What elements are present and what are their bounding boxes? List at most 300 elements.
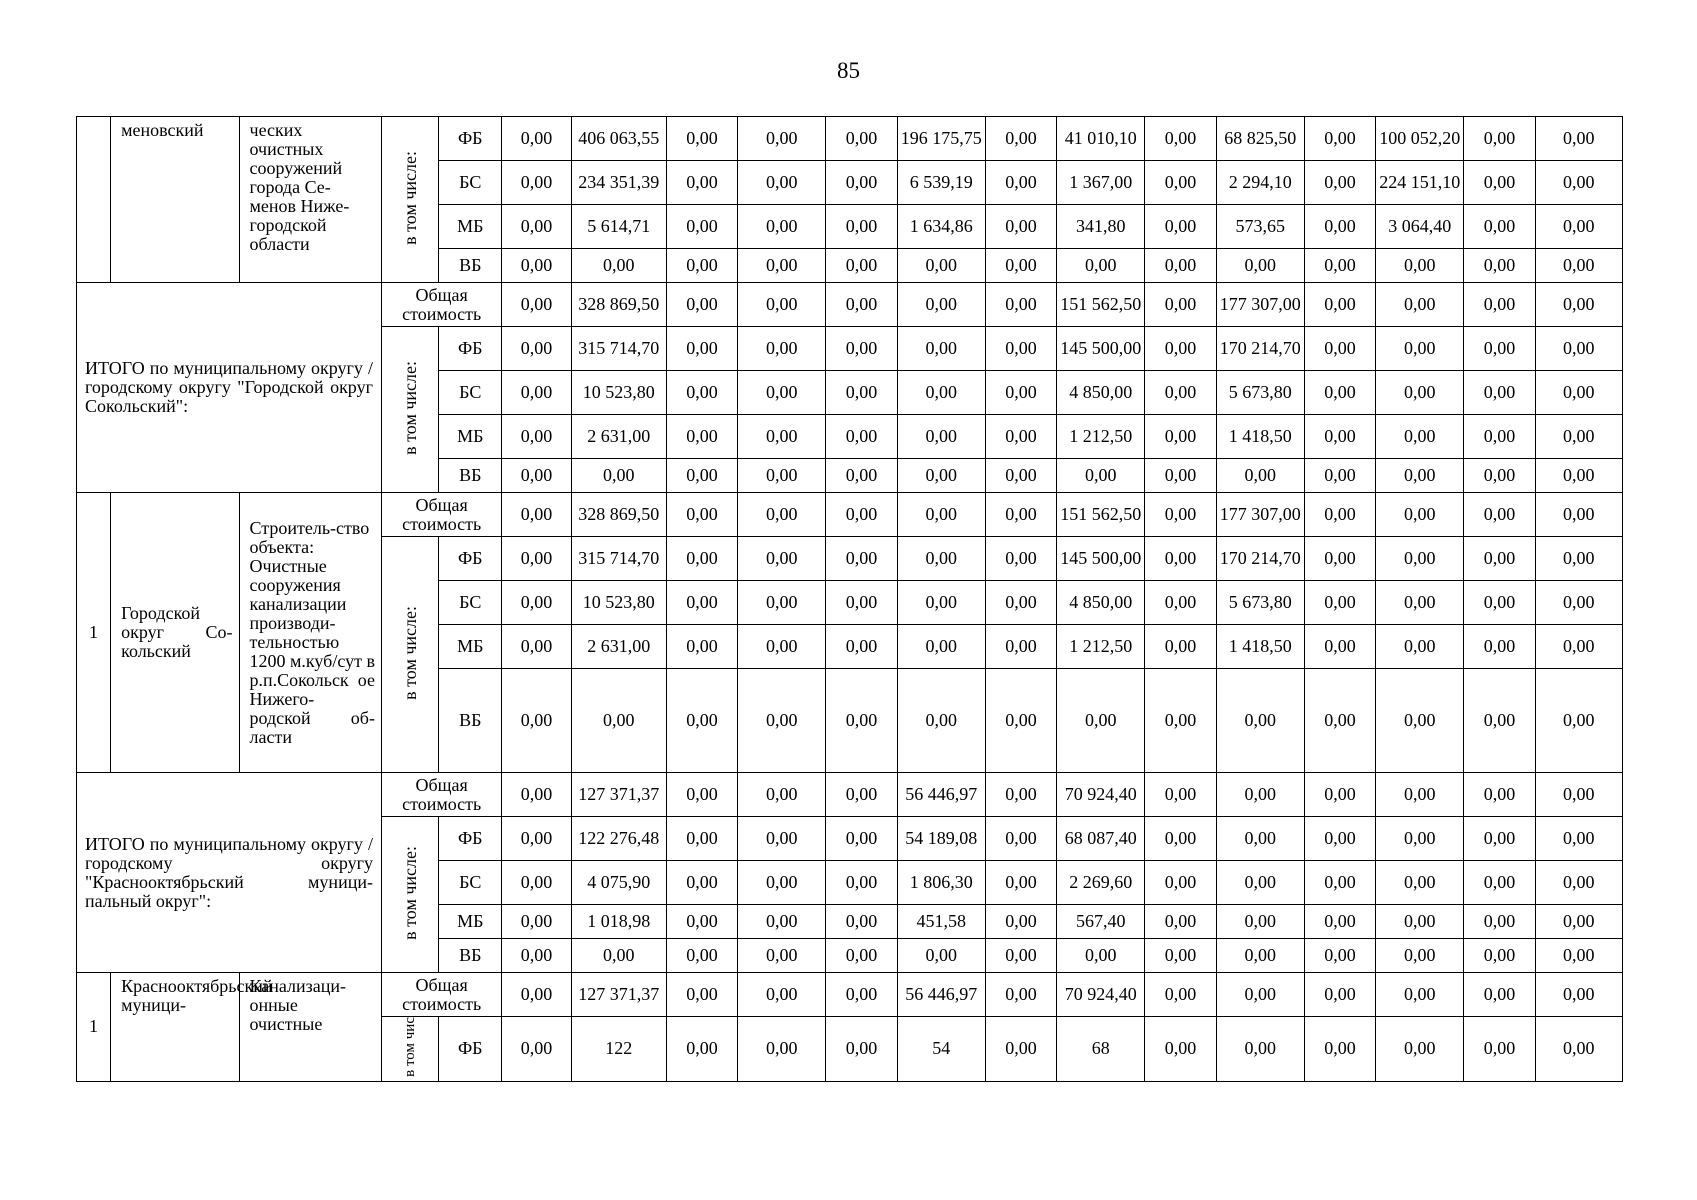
value-cell: 1 212,50: [1057, 415, 1145, 459]
value-cell: 0,00: [1216, 905, 1304, 939]
value-cell: 0,00: [502, 1017, 571, 1082]
value-cell: 127 371,37: [571, 773, 666, 817]
value-cell: 0,00: [1535, 939, 1622, 973]
fund-label: БС: [439, 581, 502, 625]
value-cell: 0,00: [1464, 773, 1535, 817]
fund-label: ФБ: [439, 537, 502, 581]
value-cell: 127 371,37: [571, 973, 666, 1017]
value-cell: 0,00: [666, 537, 737, 581]
value-cell: 0,00: [738, 773, 826, 817]
num-cell: [77, 117, 111, 283]
value-cell: 0,00: [1464, 581, 1535, 625]
value-cell: 0,00: [1304, 905, 1375, 939]
value-cell: 0,00: [897, 415, 985, 459]
value-cell: 0,00: [1464, 161, 1535, 205]
value-cell: 0,00: [1145, 625, 1216, 669]
value-cell: 0,00: [1464, 817, 1535, 861]
value-cell: 0,00: [1535, 493, 1622, 537]
value-cell: 2 631,00: [571, 415, 666, 459]
value-cell: 0,00: [1216, 939, 1304, 973]
value-cell: 0,00: [738, 327, 826, 371]
value-cell: 0,00: [1464, 459, 1535, 493]
value-cell: 0,00: [1304, 1017, 1375, 1082]
value-cell: 0,00: [1535, 459, 1622, 493]
value-cell: 0,00: [1376, 817, 1464, 861]
value-cell: 0,00: [666, 773, 737, 817]
value-cell: 0,00: [738, 205, 826, 249]
value-cell: 0,00: [666, 817, 737, 861]
value-cell: 0,00: [1304, 581, 1375, 625]
value-cell: 0,00: [666, 669, 737, 773]
value-cell: 0,00: [897, 371, 985, 415]
value-cell: 0,00: [571, 459, 666, 493]
value-cell: 0,00: [1376, 493, 1464, 537]
value-cell: 0,00: [1145, 581, 1216, 625]
value-cell: 0,00: [826, 249, 897, 283]
value-cell: 0,00: [1376, 249, 1464, 283]
value-cell: 0,00: [738, 117, 826, 161]
value-cell: 0,00: [1145, 459, 1216, 493]
value-cell: 0,00: [738, 283, 826, 327]
value-cell: 0,00: [985, 371, 1056, 415]
value-cell: 0,00: [502, 161, 571, 205]
value-cell: 0,00: [1216, 459, 1304, 493]
value-cell: 0,00: [571, 669, 666, 773]
value-cell: 0,00: [1464, 327, 1535, 371]
value-cell: 0,00: [1464, 371, 1535, 415]
value-cell: 0,00: [985, 283, 1056, 327]
table-row: [77, 773, 1623, 817]
value-cell: 0,00: [738, 537, 826, 581]
value-cell: 0,00: [826, 1017, 897, 1082]
value-cell: 0,00: [1535, 327, 1622, 371]
value-cell: 4 850,00: [1057, 581, 1145, 625]
value-cell: 0,00: [985, 773, 1056, 817]
value-cell: 0,00: [666, 905, 737, 939]
value-cell: 0,00: [985, 493, 1056, 537]
value-cell: 0,00: [502, 371, 571, 415]
value-cell: 0,00: [826, 371, 897, 415]
value-cell: 0,00: [738, 817, 826, 861]
value-cell: 0,00: [738, 1017, 826, 1082]
value-cell: 328 869,50: [571, 493, 666, 537]
value-cell: 54 189,08: [897, 817, 985, 861]
value-cell: 0,00: [502, 415, 571, 459]
v-tom-chisle-label: в том числе:: [381, 537, 438, 773]
value-cell: 0,00: [1145, 905, 1216, 939]
value-cell: 0,00: [666, 205, 737, 249]
value-cell: 0,00: [738, 581, 826, 625]
value-cell: 0,00: [1304, 283, 1375, 327]
value-cell: 315 714,70: [571, 327, 666, 371]
value-cell: 2 294,10: [1216, 161, 1304, 205]
value-cell: 0,00: [985, 327, 1056, 371]
total-cost-label: Общая стоимость: [381, 973, 501, 1017]
fund-label: ВБ: [439, 939, 502, 973]
value-cell: 0,00: [1535, 249, 1622, 283]
value-cell: 0,00: [826, 581, 897, 625]
value-cell: 0,00: [502, 581, 571, 625]
value-cell: 0,00: [985, 905, 1056, 939]
fund-label: ФБ: [439, 327, 502, 371]
value-cell: 145 500,00: [1057, 327, 1145, 371]
value-cell: 224 151,10: [1376, 161, 1464, 205]
value-cell: 0,00: [985, 817, 1056, 861]
value-cell: 0,00: [571, 249, 666, 283]
value-cell: 0,00: [985, 1017, 1056, 1082]
value-cell: 0,00: [826, 415, 897, 459]
value-cell: 170 214,70: [1216, 327, 1304, 371]
value-cell: 0,00: [826, 537, 897, 581]
value-cell: 177 307,00: [1216, 493, 1304, 537]
value-cell: 0,00: [666, 117, 737, 161]
value-cell: 0,00: [985, 973, 1056, 1017]
value-cell: 0,00: [826, 773, 897, 817]
value-cell: 0,00: [1145, 669, 1216, 773]
value-cell: 0,00: [1464, 861, 1535, 905]
total-cost-label: Общая стоимость: [381, 493, 501, 537]
value-cell: 0,00: [666, 283, 737, 327]
value-cell: 0,00: [1304, 371, 1375, 415]
municipality-cell: Краснооктябрьский муници-: [111, 973, 239, 1082]
value-cell: 5 614,71: [571, 205, 666, 249]
fund-label: ВБ: [439, 669, 502, 773]
value-cell: 0,00: [1145, 817, 1216, 861]
value-cell: 0,00: [1464, 537, 1535, 581]
value-cell: 0,00: [1216, 773, 1304, 817]
value-cell: 0,00: [502, 537, 571, 581]
value-cell: 0,00: [1464, 283, 1535, 327]
value-cell: 0,00: [1376, 905, 1464, 939]
municipality-cell: меновский: [111, 117, 239, 283]
value-cell: 0,00: [1535, 415, 1622, 459]
value-cell: 0,00: [1145, 537, 1216, 581]
value-cell: 0,00: [826, 625, 897, 669]
table-row: [77, 117, 1623, 161]
value-cell: 0,00: [1535, 861, 1622, 905]
value-cell: 1 634,86: [897, 205, 985, 249]
value-cell: 2 631,00: [571, 625, 666, 669]
value-cell: 0,00: [738, 669, 826, 773]
value-cell: 0,00: [1376, 625, 1464, 669]
value-cell: 170 214,70: [1216, 537, 1304, 581]
value-cell: 0,00: [1304, 249, 1375, 283]
value-cell: 0,00: [1304, 117, 1375, 161]
value-cell: 0,00: [1304, 669, 1375, 773]
value-cell: 0,00: [1376, 537, 1464, 581]
value-cell: 573,65: [1216, 205, 1304, 249]
value-cell: 0,00: [738, 625, 826, 669]
value-cell: 0,00: [1376, 581, 1464, 625]
value-cell: 0,00: [985, 537, 1056, 581]
value-cell: 0,00: [897, 327, 985, 371]
value-cell: 406 063,55: [571, 117, 666, 161]
value-cell: 0,00: [1464, 669, 1535, 773]
value-cell: 0,00: [826, 669, 897, 773]
value-cell: 0,00: [1464, 117, 1535, 161]
value-cell: 0,00: [1304, 773, 1375, 817]
table-row: [77, 973, 1623, 1017]
fund-label: ВБ: [439, 249, 502, 283]
value-cell: 0,00: [1535, 371, 1622, 415]
value-cell: 122: [571, 1017, 666, 1082]
value-cell: 0,00: [1216, 817, 1304, 861]
value-cell: 0,00: [1376, 861, 1464, 905]
value-cell: 0,00: [1304, 939, 1375, 973]
value-cell: 0,00: [897, 283, 985, 327]
value-cell: 0,00: [897, 537, 985, 581]
value-cell: 0,00: [1304, 817, 1375, 861]
value-cell: 0,00: [666, 459, 737, 493]
total-cost-label: Общая стоимость: [381, 773, 501, 817]
value-cell: 0,00: [1376, 1017, 1464, 1082]
value-cell: 70 924,40: [1057, 773, 1145, 817]
value-cell: 0,00: [1376, 371, 1464, 415]
value-cell: 0,00: [1057, 459, 1145, 493]
value-cell: 0,00: [1145, 283, 1216, 327]
value-cell: 4 075,90: [571, 861, 666, 905]
value-cell: 0,00: [1145, 161, 1216, 205]
value-cell: 0,00: [502, 459, 571, 493]
fund-label: ФБ: [439, 817, 502, 861]
total-title-cell: ИТОГО по муниципальному округу / городскому округу "Краснооктябрьский муници-пальный округ":: [77, 773, 382, 973]
value-cell: 0,00: [666, 973, 737, 1017]
value-cell: 0,00: [1535, 669, 1622, 773]
value-cell: 100 052,20: [1376, 117, 1464, 161]
value-cell: 0,00: [666, 1017, 737, 1082]
value-cell: 0,00: [985, 625, 1056, 669]
fund-label: ФБ: [439, 117, 502, 161]
value-cell: 0,00: [502, 493, 571, 537]
fund-label: БС: [439, 161, 502, 205]
value-cell: 0,00: [985, 861, 1056, 905]
value-cell: 0,00: [1216, 973, 1304, 1017]
value-cell: 0,00: [985, 415, 1056, 459]
value-cell: 10 523,80: [571, 371, 666, 415]
value-cell: 68 087,40: [1057, 817, 1145, 861]
value-cell: 70 924,40: [1057, 973, 1145, 1017]
value-cell: 0,00: [985, 205, 1056, 249]
value-cell: 0,00: [1535, 161, 1622, 205]
value-cell: 0,00: [1145, 973, 1216, 1017]
table-row: [77, 283, 1623, 327]
value-cell: 315 714,70: [571, 537, 666, 581]
value-cell: 0,00: [502, 117, 571, 161]
value-cell: 0,00: [502, 861, 571, 905]
value-cell: 0,00: [985, 161, 1056, 205]
value-cell: 0,00: [1464, 939, 1535, 973]
value-cell: 0,00: [738, 939, 826, 973]
value-cell: 0,00: [571, 939, 666, 973]
value-cell: 177 307,00: [1216, 283, 1304, 327]
value-cell: 0,00: [897, 625, 985, 669]
value-cell: 0,00: [897, 493, 985, 537]
value-cell: 0,00: [897, 249, 985, 283]
value-cell: 0,00: [502, 669, 571, 773]
value-cell: 328 869,50: [571, 283, 666, 327]
value-cell: 0,00: [1216, 249, 1304, 283]
value-cell: 56 446,97: [897, 773, 985, 817]
value-cell: 0,00: [502, 205, 571, 249]
value-cell: 0,00: [1216, 1017, 1304, 1082]
page-number: 85: [837, 58, 860, 83]
value-cell: 1 018,98: [571, 905, 666, 939]
v-tom-chisle-label: в том числе:: [381, 327, 438, 493]
value-cell: 0,00: [1535, 905, 1622, 939]
value-cell: 0,00: [985, 459, 1056, 493]
value-cell: 0,00: [1304, 537, 1375, 581]
value-cell: 0,00: [502, 939, 571, 973]
value-cell: 0,00: [666, 415, 737, 459]
value-cell: 0,00: [897, 581, 985, 625]
v-tom-chisle-label: в том числе:: [381, 817, 438, 973]
value-cell: 0,00: [897, 939, 985, 973]
value-cell: 0,00: [826, 205, 897, 249]
value-cell: 1 367,00: [1057, 161, 1145, 205]
value-cell: 1 418,50: [1216, 625, 1304, 669]
value-cell: 5 673,80: [1216, 581, 1304, 625]
value-cell: 0,00: [502, 625, 571, 669]
value-cell: 0,00: [1145, 117, 1216, 161]
value-cell: 0,00: [1464, 625, 1535, 669]
value-cell: 0,00: [1535, 817, 1622, 861]
value-cell: 0,00: [826, 939, 897, 973]
object-cell: Канализаци-онные очистные: [239, 973, 381, 1082]
value-cell: 0,00: [1535, 973, 1622, 1017]
value-cell: 56 446,97: [897, 973, 985, 1017]
value-cell: 0,00: [1464, 905, 1535, 939]
value-cell: 0,00: [1376, 459, 1464, 493]
value-cell: 0,00: [1145, 205, 1216, 249]
value-cell: 0,00: [738, 415, 826, 459]
value-cell: 0,00: [1304, 205, 1375, 249]
value-cell: 0,00: [1535, 117, 1622, 161]
value-cell: 0,00: [1145, 249, 1216, 283]
v-tom-chisle-label: в том чис: [381, 1017, 438, 1082]
value-cell: 0,00: [826, 817, 897, 861]
value-cell: 0,00: [985, 939, 1056, 973]
value-cell: 0,00: [1057, 939, 1145, 973]
value-cell: 0,00: [1535, 581, 1622, 625]
fund-label: МБ: [439, 905, 502, 939]
value-cell: 0,00: [1304, 161, 1375, 205]
value-cell: 0,00: [826, 283, 897, 327]
value-cell: 0,00: [666, 161, 737, 205]
value-cell: 0,00: [1376, 327, 1464, 371]
value-cell: 0,00: [666, 939, 737, 973]
value-cell: 0,00: [985, 581, 1056, 625]
value-cell: 0,00: [1304, 625, 1375, 669]
value-cell: 234 351,39: [571, 161, 666, 205]
value-cell: 41 010,10: [1057, 117, 1145, 161]
value-cell: 6 539,19: [897, 161, 985, 205]
value-cell: 0,00: [1216, 669, 1304, 773]
value-cell: 0,00: [738, 249, 826, 283]
value-cell: 0,00: [985, 669, 1056, 773]
value-cell: 0,00: [1535, 625, 1622, 669]
value-cell: 0,00: [666, 327, 737, 371]
value-cell: 1 212,50: [1057, 625, 1145, 669]
value-cell: 0,00: [738, 861, 826, 905]
value-cell: 0,00: [1535, 773, 1622, 817]
value-cell: 0,00: [1535, 205, 1622, 249]
value-cell: 0,00: [1145, 415, 1216, 459]
value-cell: 0,00: [738, 973, 826, 1017]
value-cell: 0,00: [1535, 1017, 1622, 1082]
value-cell: 0,00: [1535, 537, 1622, 581]
value-cell: 451,58: [897, 905, 985, 939]
value-cell: 151 562,50: [1057, 493, 1145, 537]
num-cell: 1: [77, 973, 111, 1082]
fund-label: БС: [439, 371, 502, 415]
value-cell: 0,00: [502, 249, 571, 283]
value-cell: 0,00: [1304, 973, 1375, 1017]
value-cell: 0,00: [666, 861, 737, 905]
value-cell: 145 500,00: [1057, 537, 1145, 581]
value-cell: 0,00: [1145, 1017, 1216, 1082]
v-tom-chisle-label: в том числе:: [381, 117, 438, 283]
value-cell: 0,00: [985, 117, 1056, 161]
value-cell: 0,00: [1304, 861, 1375, 905]
value-cell: 0,00: [826, 161, 897, 205]
num-cell: 1: [77, 493, 111, 773]
value-cell: 0,00: [1376, 973, 1464, 1017]
value-cell: 341,80: [1057, 205, 1145, 249]
value-cell: 0,00: [1376, 939, 1464, 973]
value-cell: 54: [897, 1017, 985, 1082]
value-cell: 0,00: [738, 905, 826, 939]
value-cell: 0,00: [1145, 327, 1216, 371]
value-cell: 0,00: [826, 117, 897, 161]
table-row: [77, 493, 1623, 537]
value-cell: 0,00: [1535, 283, 1622, 327]
value-cell: 0,00: [502, 283, 571, 327]
municipality-cell: Городской округ Со-кольский: [111, 493, 239, 773]
value-cell: 10 523,80: [571, 581, 666, 625]
value-cell: 0,00: [666, 371, 737, 415]
budget-table: [76, 116, 1623, 1082]
value-cell: 2 269,60: [1057, 861, 1145, 905]
value-cell: 0,00: [1057, 669, 1145, 773]
value-cell: 68: [1057, 1017, 1145, 1082]
value-cell: 0,00: [666, 249, 737, 283]
value-cell: 0,00: [1376, 669, 1464, 773]
value-cell: 196 175,75: [897, 117, 985, 161]
value-cell: 0,00: [1304, 493, 1375, 537]
value-cell: 0,00: [502, 973, 571, 1017]
value-cell: 151 562,50: [1057, 283, 1145, 327]
value-cell: 0,00: [1464, 415, 1535, 459]
value-cell: 0,00: [666, 581, 737, 625]
value-cell: 0,00: [1145, 861, 1216, 905]
value-cell: 0,00: [502, 817, 571, 861]
value-cell: 0,00: [826, 861, 897, 905]
value-cell: 1 418,50: [1216, 415, 1304, 459]
value-cell: 0,00: [1304, 415, 1375, 459]
value-cell: 0,00: [1464, 205, 1535, 249]
total-title-cell: ИТОГО по муниципальному округу / городскому округу "Городской округ Сокольский":: [77, 283, 382, 493]
value-cell: 0,00: [897, 669, 985, 773]
value-cell: 0,00: [502, 905, 571, 939]
fund-label: ФБ: [439, 1017, 502, 1082]
value-cell: 0,00: [738, 493, 826, 537]
value-cell: 0,00: [897, 459, 985, 493]
value-cell: 3 064,40: [1376, 205, 1464, 249]
value-cell: 0,00: [1145, 939, 1216, 973]
value-cell: 0,00: [1376, 415, 1464, 459]
value-cell: 0,00: [826, 973, 897, 1017]
value-cell: 0,00: [738, 459, 826, 493]
